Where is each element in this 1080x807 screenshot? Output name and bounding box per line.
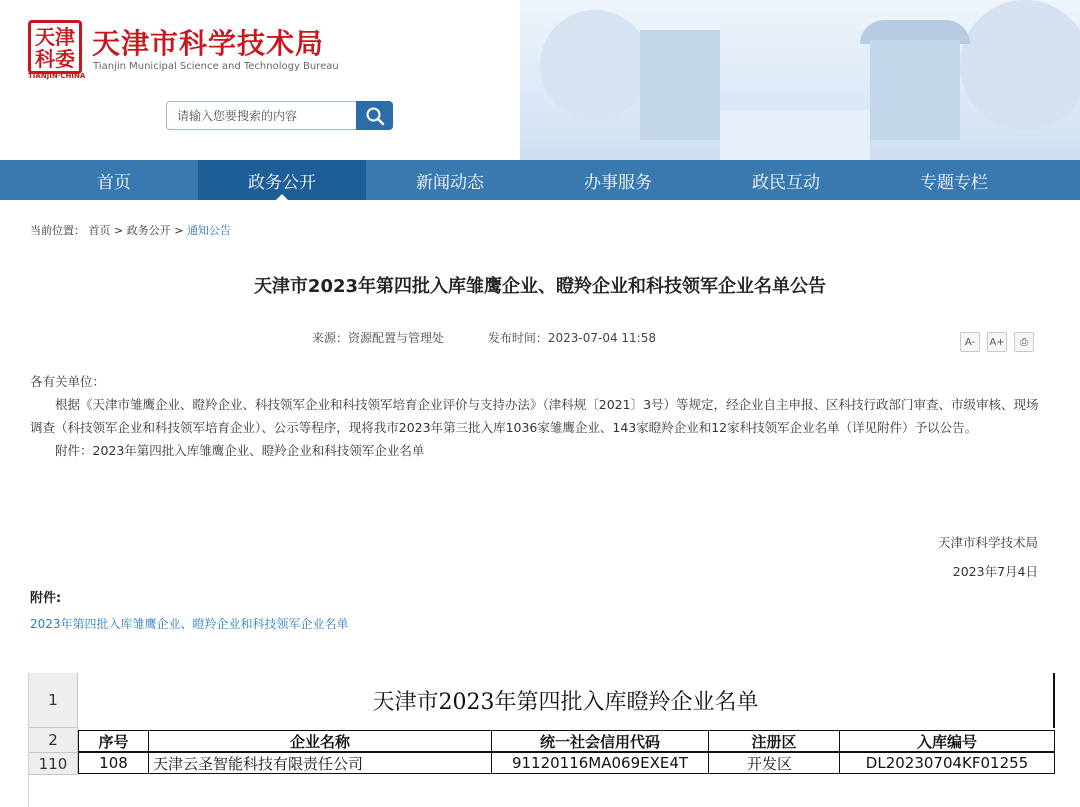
spreadsheet-image: [28, 673, 1056, 807]
font-larger-button[interactable]: A+: [987, 332, 1007, 352]
breadcrumb-prefix: 当前位置：: [30, 224, 85, 237]
breadcrumb: [30, 222, 231, 238]
attachment-label: 附件:: [30, 591, 62, 606]
sheet-cell-company: 天津云圣智能科技有限责任公司: [148, 752, 492, 774]
sheet-header-index: 序号: [78, 730, 149, 752]
breadcrumb-section[interactable]: 政务公开: [126, 224, 171, 237]
article-signature: [938, 528, 1038, 586]
breadcrumb-separator: >: [114, 224, 124, 237]
sheet-cell-district: 开发区: [708, 752, 840, 774]
nav-item-interaction[interactable]: 政民互动: [752, 172, 820, 193]
sheet-header-district: 注册区: [708, 730, 840, 752]
sheet-header-company: 企业名称: [148, 730, 492, 752]
signature-org: 天津市科学技术局: [937, 535, 1038, 550]
article-source: 来源：资源配置与管理处: [312, 331, 445, 345]
nav-item-home[interactable]: 首页: [97, 172, 131, 193]
article-tools: [960, 332, 1034, 352]
signature-date: 2023年7月4日: [952, 564, 1038, 579]
logo-subtext: TIANJIN·CHINA: [28, 72, 86, 80]
nav-item-gov-affairs[interactable]: 政务公开: [198, 160, 366, 200]
sheet-cell-credit-code: 91120116MA069EXE4T: [491, 752, 709, 774]
search-icon: [365, 106, 385, 126]
header-banner-illustration: [520, 0, 1080, 160]
search-input[interactable]: [166, 101, 357, 130]
sheet-title: 天津市2023年第四批入库瞪羚企业名单: [78, 673, 1055, 728]
row-number: 2: [29, 728, 78, 753]
sheet-header-credit-code: 统一社会信用代码: [491, 730, 709, 752]
article-greeting: 各有关单位：: [30, 374, 106, 389]
logo-seal-icon: 天津 科委: [28, 20, 82, 74]
main-nav: [0, 160, 1080, 200]
breadcrumb-current[interactable]: 通知公告: [186, 224, 231, 237]
sheet-cell-entry-no: DL20230704KF01255: [839, 752, 1055, 774]
site-title[interactable]: 天津市科学技术局: [92, 27, 325, 60]
row-number: 1: [29, 673, 78, 728]
site-title-en: Tianjin Municipal Science and Technology Bureau: [93, 61, 339, 72]
sheet-cell-index: 108: [78, 752, 149, 774]
article-publish-time: 发布时间：2023-07-04 11:58: [487, 331, 656, 345]
row-number: 110: [29, 753, 78, 775]
search-box: [166, 101, 393, 130]
breadcrumb-home[interactable]: 首页: [88, 224, 111, 237]
nav-item-news[interactable]: 新闻动态: [416, 172, 484, 193]
article-attachment-line: 附件：2023年第四批入库雏鹰企业、瞪羚企业和科技领军企业名单: [55, 443, 425, 458]
search-button[interactable]: [356, 101, 393, 130]
article-title: 天津市2023年第四批入库雏鹰企业、瞪羚企业和科技领军企业名单公告: [253, 276, 827, 297]
article-body: [30, 370, 1040, 462]
sheet-header-entry-no: 入库编号: [839, 730, 1055, 752]
nav-item-services[interactable]: 办事服务: [584, 172, 652, 193]
font-smaller-button[interactable]: A-: [960, 332, 980, 352]
breadcrumb-separator: >: [174, 224, 184, 237]
article-paragraph: 根据《天津市雏鹰企业、瞪羚企业、科技领军企业和科技领军培育企业评价与支持办法》（津科规〔2021〕3号）等规定，经企业自主申报、区科技行政部门审查、市级审核、现场调查（科技领军企业和科技领军培育企业）、公示等程序，现将我市2023年第三批入库1036家雏鹰企业、143家瞪羚企业和12家科技领军企业名单（详见附件）予以公告。: [30, 397, 1039, 435]
print-icon[interactable]: ⎙: [1014, 332, 1034, 352]
article-meta: [312, 329, 696, 346]
nav-item-topics[interactable]: 专题专栏: [920, 172, 988, 193]
attachment-link[interactable]: 2023年第四批入库雏鹰企业、瞪羚企业和科技领军企业名单: [30, 617, 349, 631]
site-header: [0, 0, 1080, 160]
